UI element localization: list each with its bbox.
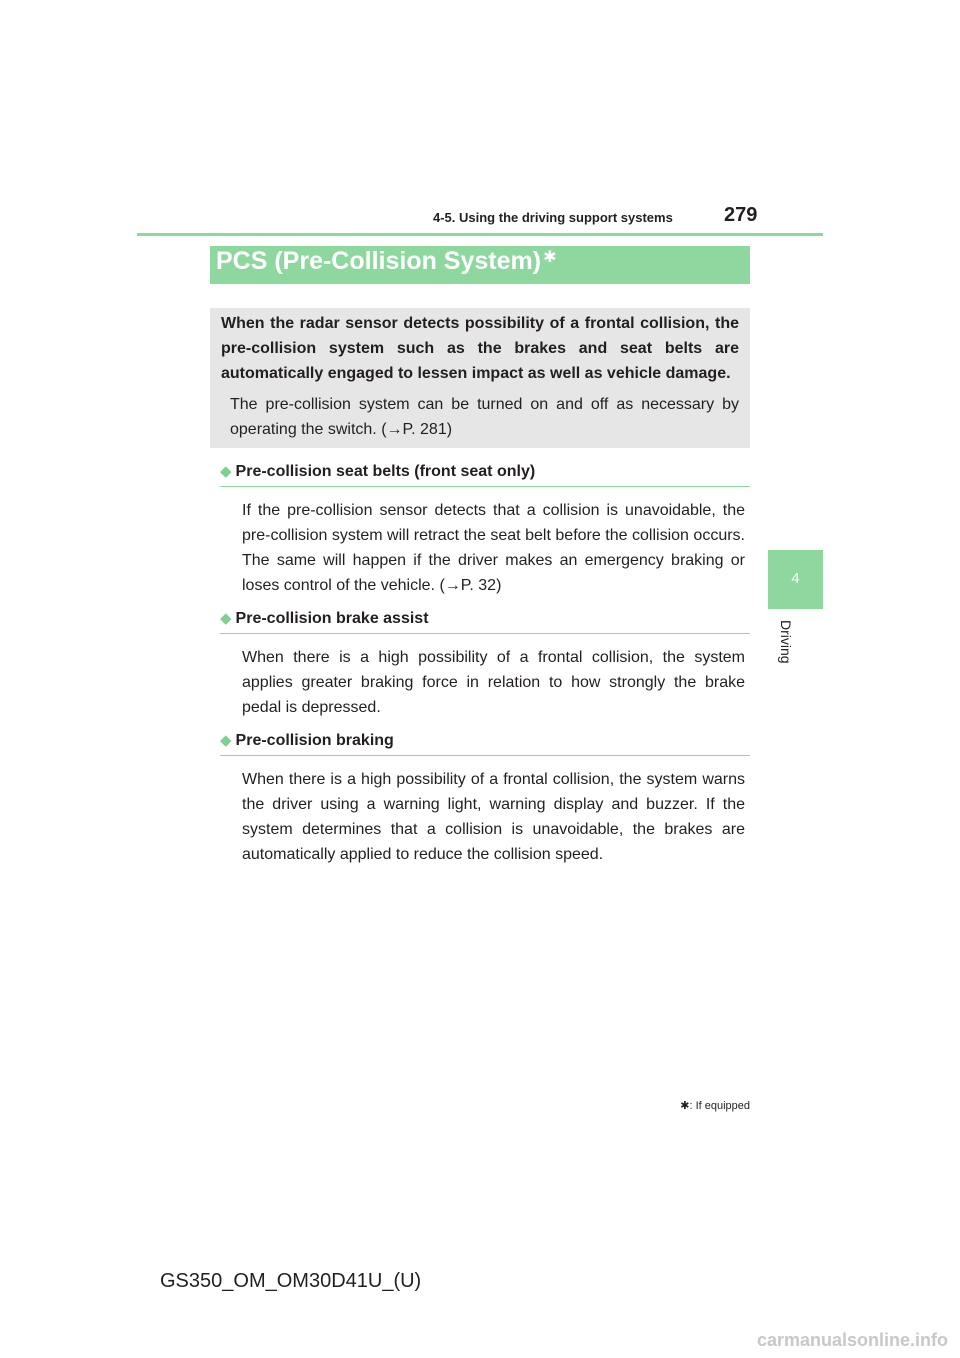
diamond-bullet-icon: ◆ [220, 610, 232, 627]
diamond-bullet-icon: ◆ [220, 463, 232, 480]
document-code: GS350_OM_OM30D41U_(U) [160, 1270, 422, 1292]
section-heading-braking [220, 731, 750, 756]
section-reference: 4-5. Using the driving support systems [433, 210, 673, 225]
section-heading-text: Pre-collision brake assist [235, 610, 429, 627]
footnote-if-equipped: ✱: If equipped [680, 1100, 750, 1112]
chapter-name: Driving [778, 620, 794, 664]
page-title-text: PCS (Pre-Collision System) [216, 247, 542, 275]
chapter-tab[interactable] [768, 550, 823, 609]
page-title [216, 247, 556, 276]
section-heading-text: Pre-collision braking [235, 732, 394, 749]
section-heading-text: Pre-collision seat belts (front seat only) [235, 463, 536, 480]
section-body-seat-belts: If the pre-collision sensor detects that a collision is unavoidable, the pre-collision system will retract the seat belt before the collision occurs. The same will happen if the driver makes an emergency braking or loses control of the vehicle. (→P. 32) [242, 502, 745, 594]
chapter-number: 4 [791, 570, 800, 587]
intro-box [210, 308, 750, 448]
title-bar [210, 246, 750, 284]
asterisk-icon: ✱ [543, 249, 557, 266]
intro-note: The pre-collision system can be turned on and off as necessary by operating the switch. (→P. 281) [230, 396, 739, 438]
intro-summary: When the radar sensor detects possibility of a frontal collision, the pre-collision system such as the brakes and seat belts are automatically engaged to lessen impact as well as vehicle damage. [221, 315, 739, 382]
section-body-brake-assist: When there is a high possibility of a frontal collision, the system applies greater braking force in relation to how strongly the brake pedal is depressed. [242, 649, 745, 716]
section-heading-brake-assist [220, 609, 750, 634]
page-number: 279 [724, 204, 758, 226]
section-heading-seat-belts [220, 462, 750, 487]
diamond-bullet-icon: ◆ [220, 732, 232, 749]
header-rule [137, 233, 823, 236]
watermark: carmanualsonline.info [756, 1330, 948, 1350]
section-body-braking: When there is a high possibility of a frontal collision, the system warns the driver using a warning light, warning display and buzzer. If the system determines that a collision is unavoidable, the brakes are automatically applied to reduce the collision speed. [242, 771, 745, 863]
